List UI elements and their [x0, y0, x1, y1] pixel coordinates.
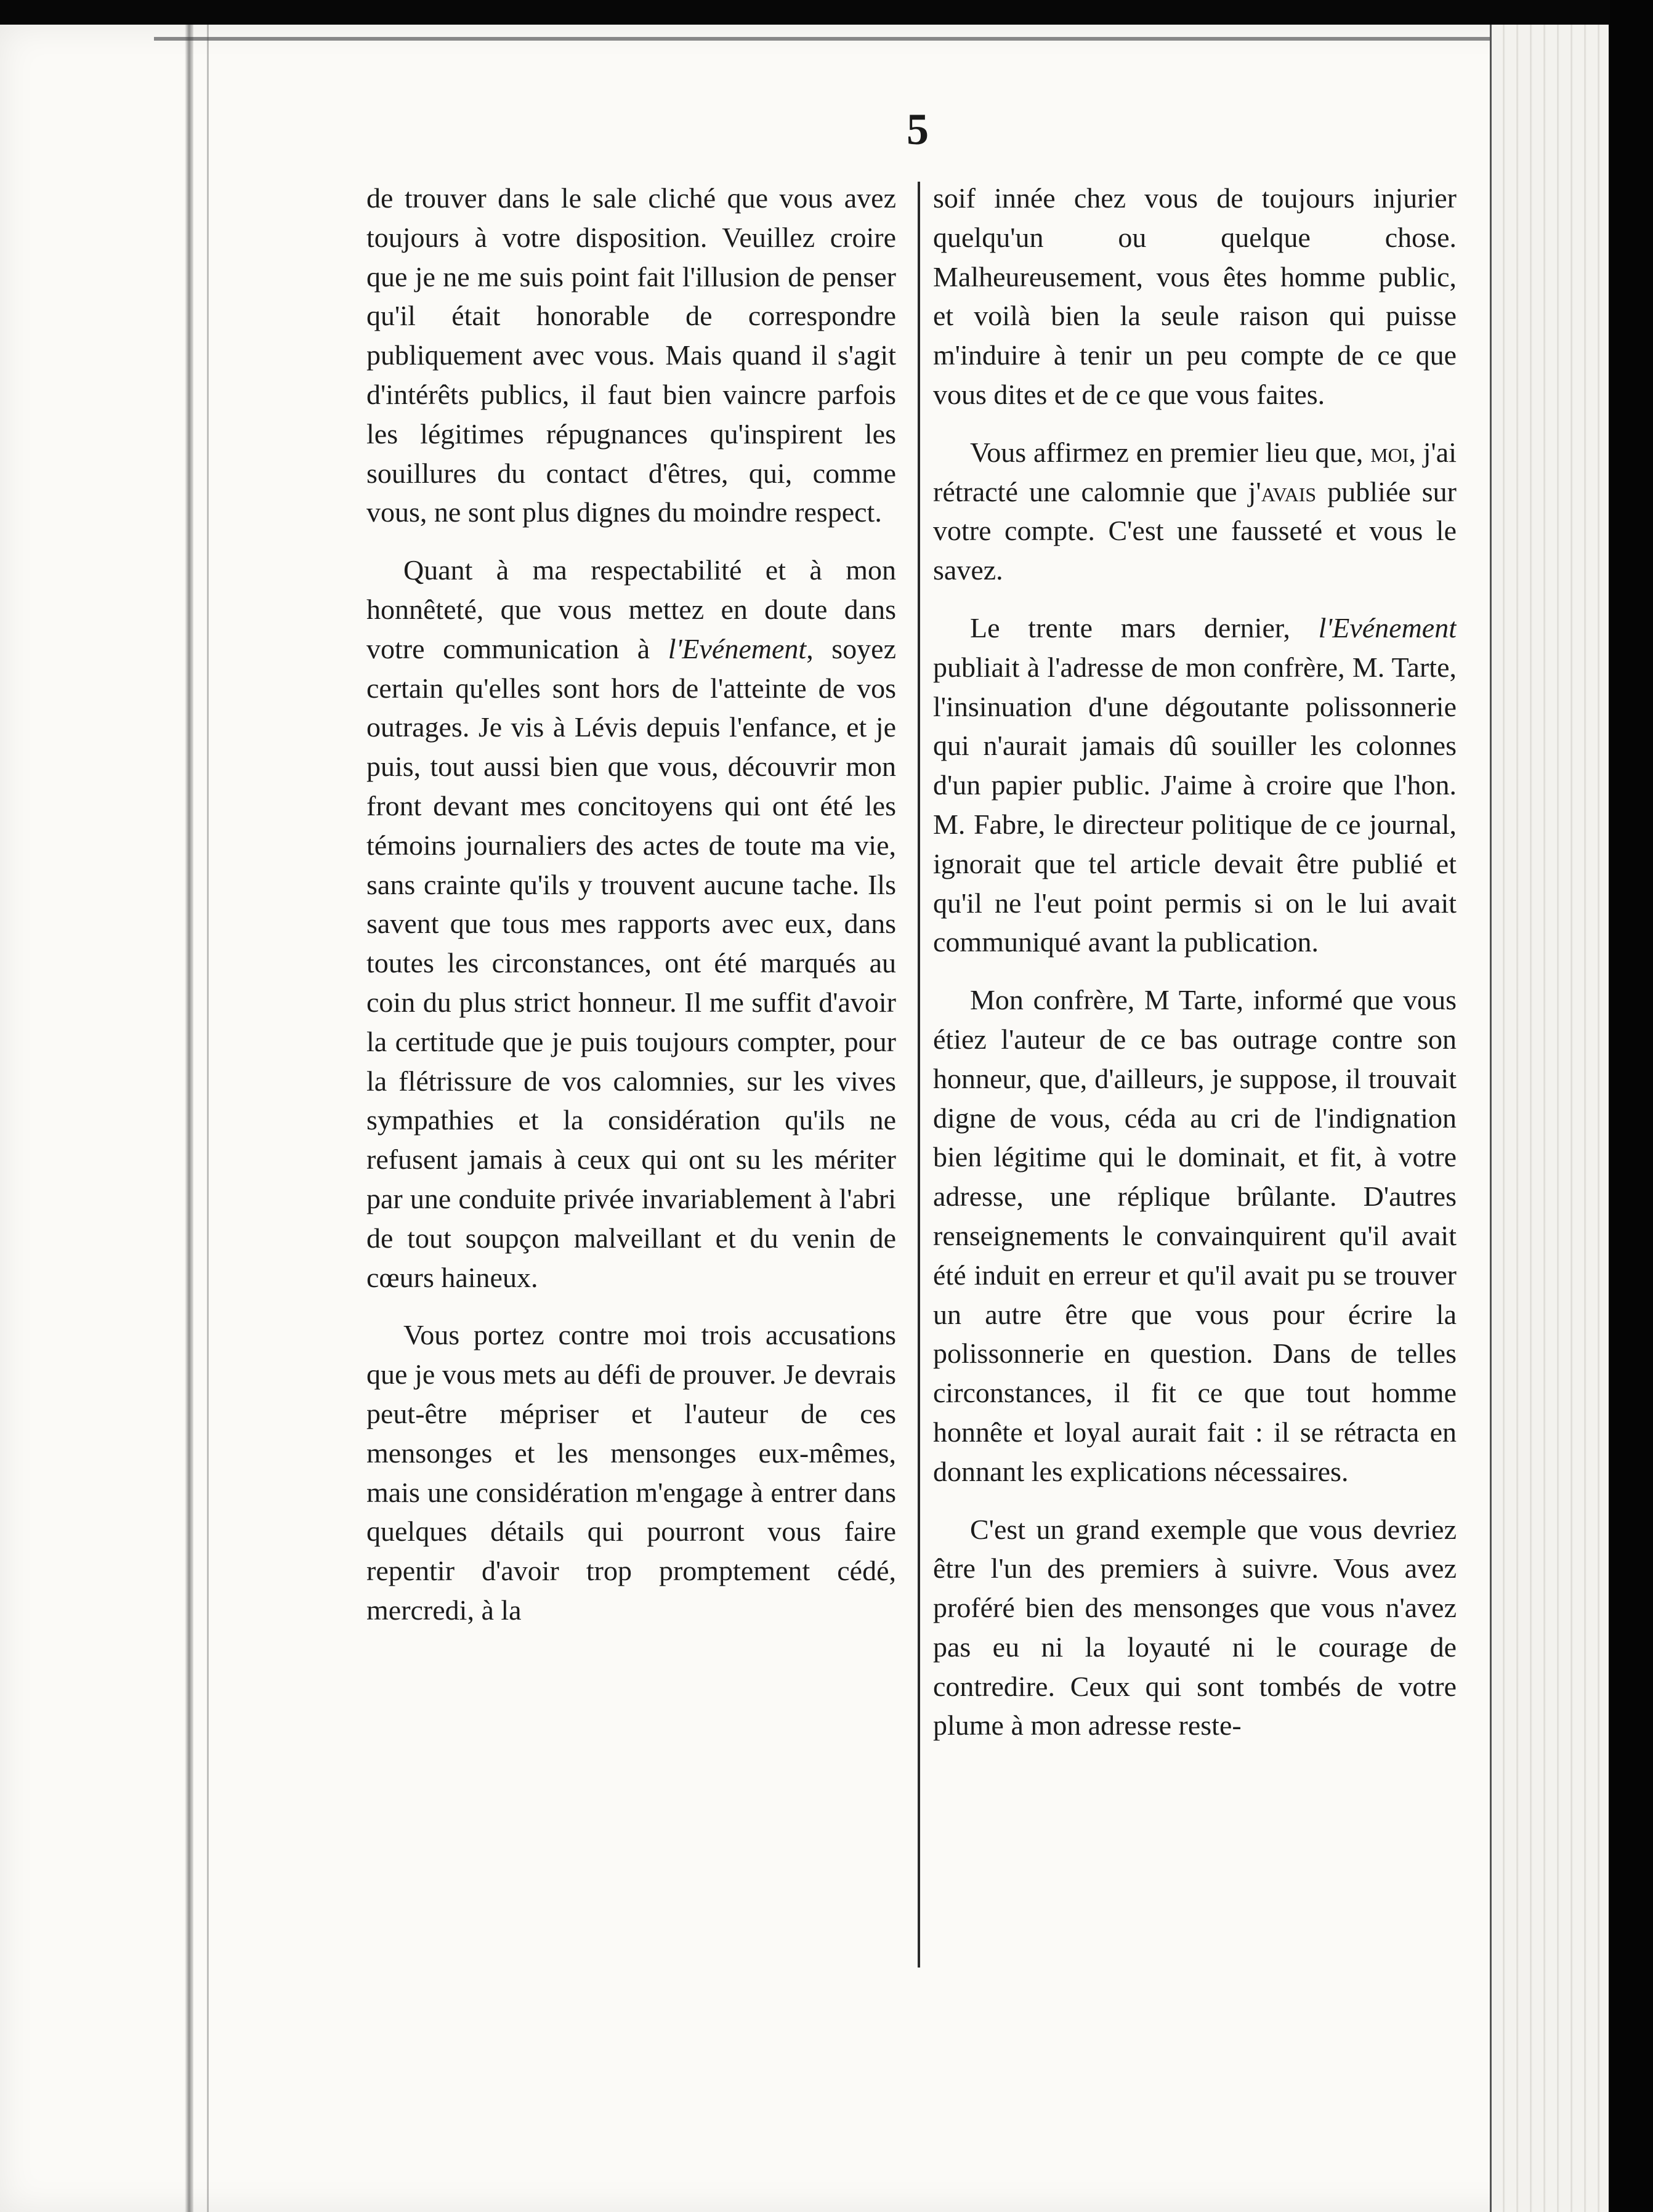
right-text-column: [933, 179, 1457, 2118]
paragraph: Vous portez contre moi trois accusations que je vous mets au défi de prouver. Je devrais peut-être mépriser et l'auteur de ces mensonges et les mensonges eux-mêmes, mais une considération m'engage à entrer dans quelques détails qui pourront vous faire repentir d'avoir trop promptement cédé, mercredi, à la: [366, 1319, 896, 1626]
paragraph: C'est un grand exemple que vous devriez être l'un des premiers à suivre. Vous avez proféré bien des mensonges que vous n'avez pas eu ni la loyauté ni le courage de contredire. Ceux qui sont tombés de votre plume à mon adresse reste-: [933, 1513, 1457, 1742]
text-run: publiait à l'adresse de mon confrère, M. Tarte, l'insinuation d'une dégoutante polissonnerie qui n'aurait jamais dû souiller les colonnes d'un papier public. J'aime à croire que l'hon. M. Fabre, le directeur politique de ce journal, ignorait que tel article devait être publié et qu'il ne l'eut point permis si on le lui avait communiqué avant la publication.: [933, 651, 1457, 958]
text-run: Le trente mars dernier,: [970, 612, 1319, 644]
column-divider: [918, 182, 920, 1968]
text-run: publiée sur votre compte. C'est une fausseté et vous le savez.: [933, 475, 1457, 586]
paragraph: de trouver dans le sale cliché que vous avez toujours à votre disposition. Veuillez croire que je ne me suis point fait l'illusion de penser qu'il était honorable de correspondre publiquement avec vous. Mais quand il s'agit d'intérêts publics, il faut bien vaincre parfois les légitimes répugnances qu'inspirent les souillures du contact d'êtres, qui, comme vous, ne sont plus dignes du moindre respect.: [366, 182, 896, 528]
paragraph: soif innée chez vous de toujours injurier quelqu'un ou quelque chose. Malheureusement, vous êtes homme public, et voilà bien la seule raison qui puisse m'induire à tenir un peu compte de ce que vous dites et de ce que vous faites.: [933, 182, 1457, 410]
scan-border-right: [1610, 0, 1653, 2212]
text-run: , soyez certain qu'elles sont hors de l'atteinte de vos outrages. Je vis à Lévis depuis l'enfance, et je puis, tout aussi bien que vous, découvrir mon front devant mes concitoyens qui ont été les témoins journaliers des actes de toute ma vie, sans crainte qu'ils y trouvent aucune tache. Ils savent que tous mes rapports avec eux, dans toutes les circonstances, ont été marqués au coin du plus strict honneur. Il me suffit d'avoir la certitude que je puis toujours compter, pour la flétrissure de vos calomnies, sur les vives sympathies et la considération qu'ils ne refusent jamais à ceux qui ont su les mériter par une conduite privée invariablement à l'abri de tout soupçon malveillant et du venin de cœurs haineux.: [366, 632, 896, 1293]
text-run: , j'ai rétracté une calomnie que j': [933, 436, 1457, 507]
text-run: Vous affirmez en premier lieu que,: [970, 436, 1371, 468]
left-text-column: [366, 179, 896, 2118]
stacked-page-edges: [1490, 25, 1609, 2212]
newspaper-title: l'Evénement: [668, 632, 807, 664]
top-page-edge: [154, 37, 1540, 41]
newspaper-title: l'Evénement: [1318, 612, 1457, 644]
page-number: 5: [907, 105, 929, 154]
paragraph: [933, 608, 1457, 962]
small-caps-word: moi: [1370, 436, 1409, 468]
small-caps-word: avais: [1261, 475, 1317, 507]
page-fold-shadow: [185, 25, 193, 2212]
text-run: Quant à ma respectabilité et à mon honnêteté, que vous mettez en doute dans votre communication à: [366, 554, 896, 664]
paragraph: Mon confrère, M Tarte, informé que vous étiez l'auteur de ce bas outrage contre son honneur, que, d'ailleurs, je suppose, il trouvait digne de vous, céda au cri de l'indignation bien légitime qui le dominait, et fit, à votre adresse, une réplique brûlante. D'autres renseignements le convainquirent qu'il avait été induit en erreur et qu'il avait pu se trouver un autre être que vous pour écrire la polissonnerie en question. Dans de telles circonstances, il fit ce que tout homme honnête et loyal aurait fait : il se rétracta en donnant les explications nécessaires.: [933, 984, 1457, 1487]
page-fold-line: [207, 25, 209, 2212]
paragraph: [366, 551, 896, 1297]
paragraph: [933, 433, 1457, 590]
page-sheet: [0, 25, 1609, 2212]
